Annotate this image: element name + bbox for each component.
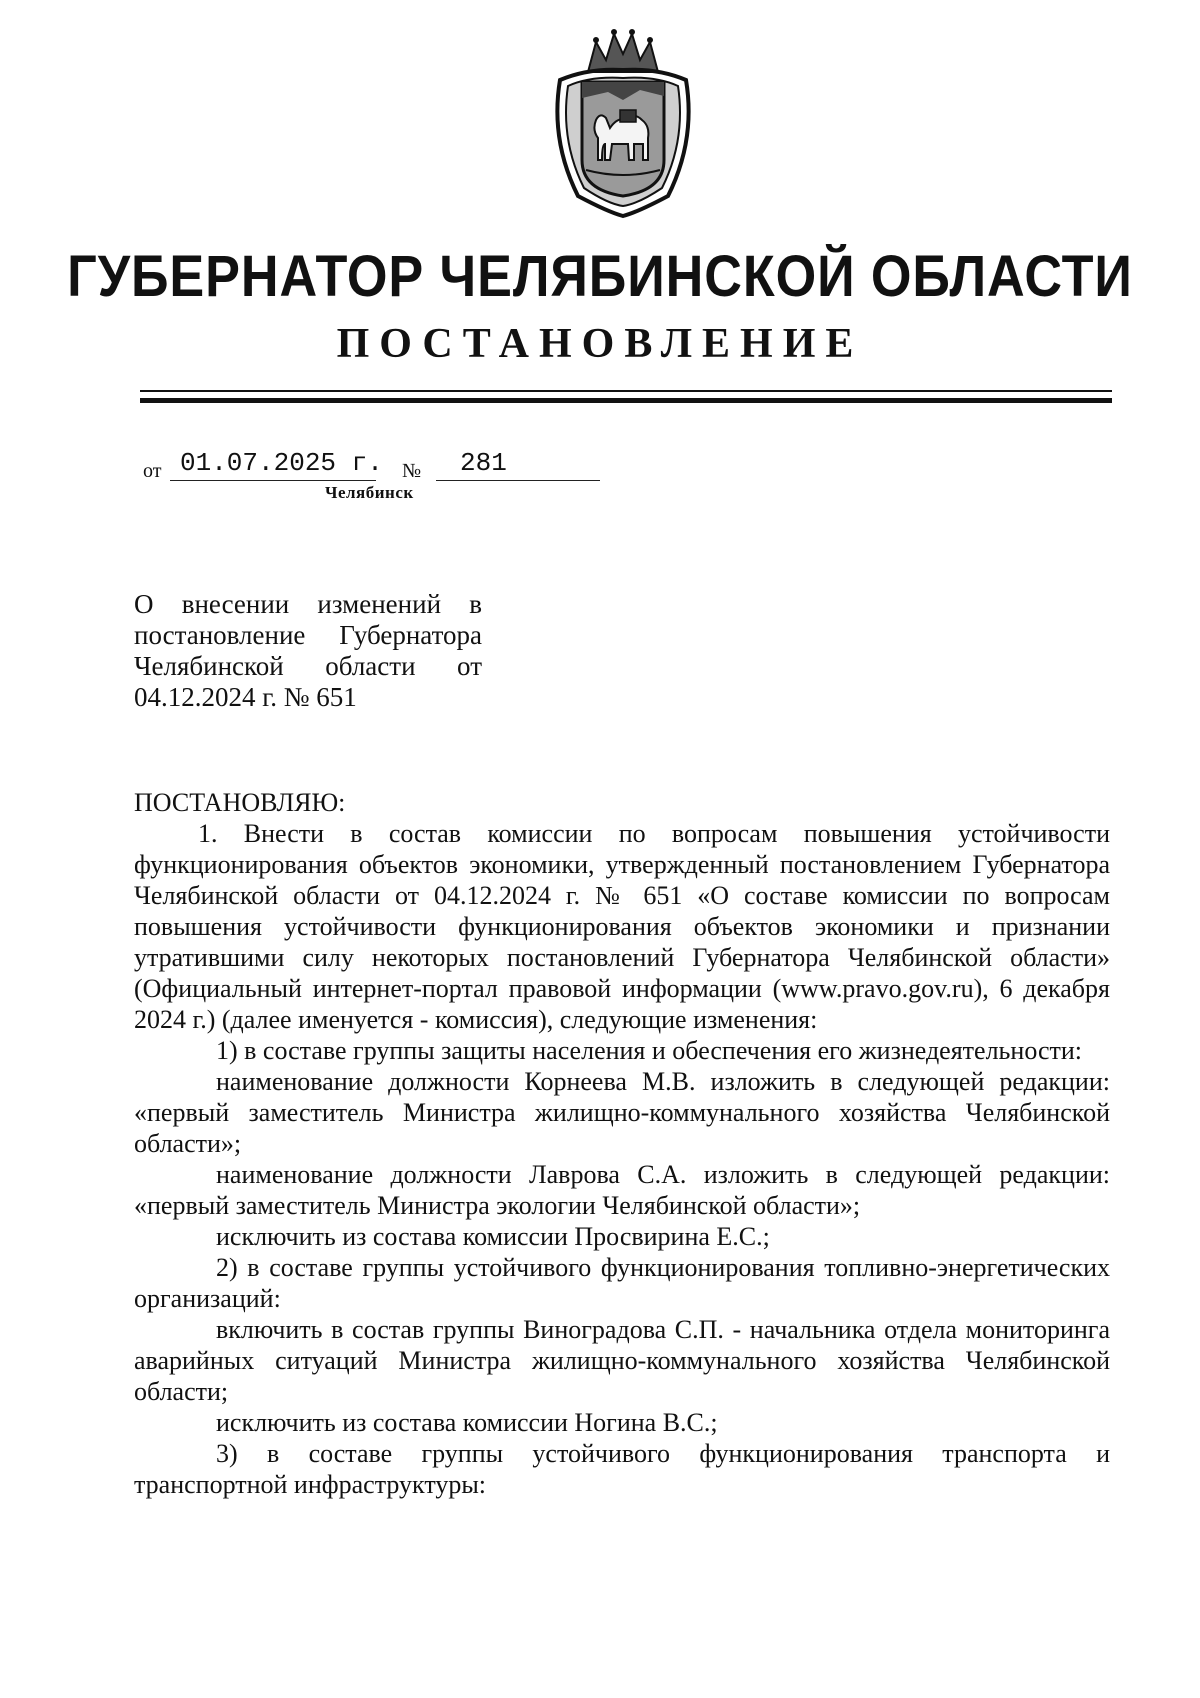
document-body	[134, 787, 1110, 1500]
header-divider-thin	[140, 390, 1112, 392]
number-prefix: №	[402, 460, 422, 482]
paragraph-1: 1. Внести в состав комиссии по вопросам повышения устойчивости функционирования объектов экономики, утвержденный постановлением Губернатора Челябинской области от 04.12.2024 г. № 651 «О составе комиссии по вопросам повышения устойчивости функционирования объектов экономики и признании утратившими силу некоторых постановлений Губернатора Челябинской области» (Официальный интернет-портал правовой информации (www.pravo.gov.ru), 6 декабря 2024 г.) (далее именуется - комиссия), следующие изменения:	[134, 819, 1110, 1034]
paragraph-2: 1) в составе группы защиты населения и обеспечения его жизнедеятельности:	[216, 1036, 1083, 1065]
decree-word: ПОСТАНОВЛЯЮ:	[134, 788, 346, 817]
chelyabinsk-coat-of-arms-icon	[548, 20, 698, 220]
header-divider-thick	[140, 398, 1112, 403]
paragraph-9: 3) в составе группы устойчивого функционирования транспорта и транспортной инфраструктуры:	[134, 1439, 1110, 1499]
organization-title: ГУБЕРНАТОР ЧЕЛЯБИНСКОЙ ОБЛАСТИ	[67, 244, 1133, 309]
paragraph-7: включить в состав группы Виноградова С.П. - начальника отдела мониторинга аварийных ситуаций Министра жилищно-коммунального хозяйства Челябинской области;	[134, 1315, 1110, 1406]
paragraph-3: наименование должности Корнеева М.В. изложить в следующей редакции: «первый заместитель Министра жилищно-коммунального хозяйства Челябинской области»;	[134, 1067, 1110, 1158]
document-city: Челябинск	[325, 483, 414, 502]
paragraph-5: исключить из состава комиссии Просвирина Е.С.;	[216, 1222, 770, 1251]
document-number: 281	[436, 448, 600, 481]
date-prefix: от	[143, 460, 162, 482]
paragraph-6: 2) в составе группы устойчивого функционирования топливно-энергетических организаций:	[134, 1253, 1110, 1313]
paragraph-8: исключить из состава комиссии Ногина В.С.;	[216, 1408, 718, 1437]
document-subject: О внесении изменений в постановление Губернатора Челябинской области от 04.12.2024 г. № 651	[134, 589, 482, 712]
document-date: 01.07.2025 г.	[170, 448, 376, 481]
document-type: ПОСТАНОВЛЕНИЕ	[336, 321, 864, 367]
paragraph-4: наименование должности Лаврова С.А. изложить в следующей редакции: «первый заместитель Министра экологии Челябинской области»;	[134, 1160, 1110, 1220]
